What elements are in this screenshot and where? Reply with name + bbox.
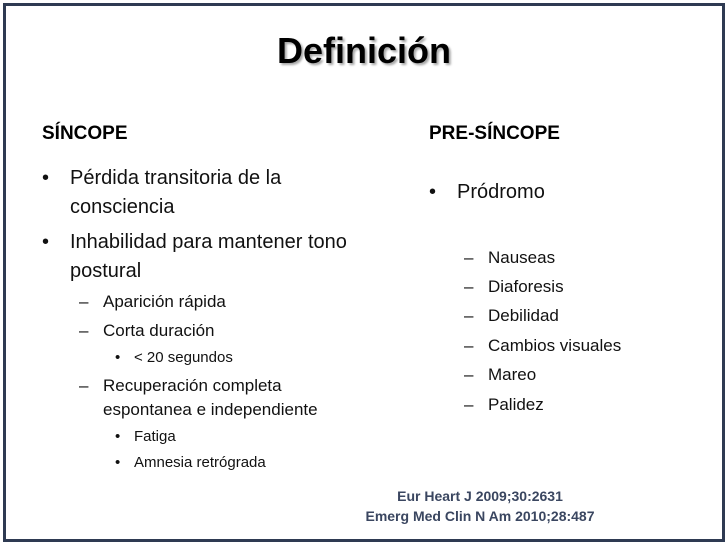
syncope-item-1-line-2: consciencia <box>70 196 175 218</box>
syncope-sub-3-line-1: Recuperación completa <box>103 376 282 395</box>
syncope-sub-3-line-2: espontanea e independiente <box>103 400 318 419</box>
syncope-heading: SÍNCOPE <box>42 123 128 144</box>
slide-title: Definición <box>276 30 451 71</box>
syncope-item-2-line-1: Inhabilidad para mantener tono <box>70 231 347 253</box>
syncope-item-1-line-1: Pérdida transitoria de la <box>70 167 282 189</box>
presyncope-heading: PRE-SÍNCOPE <box>429 123 560 144</box>
reference-2: Emerg Med Clin N Am 2010;28:487 <box>365 508 595 524</box>
reference-1: Eur Heart J 2009;30:2631 <box>397 488 563 504</box>
syncope-item-2-line-2: postural <box>70 260 142 282</box>
